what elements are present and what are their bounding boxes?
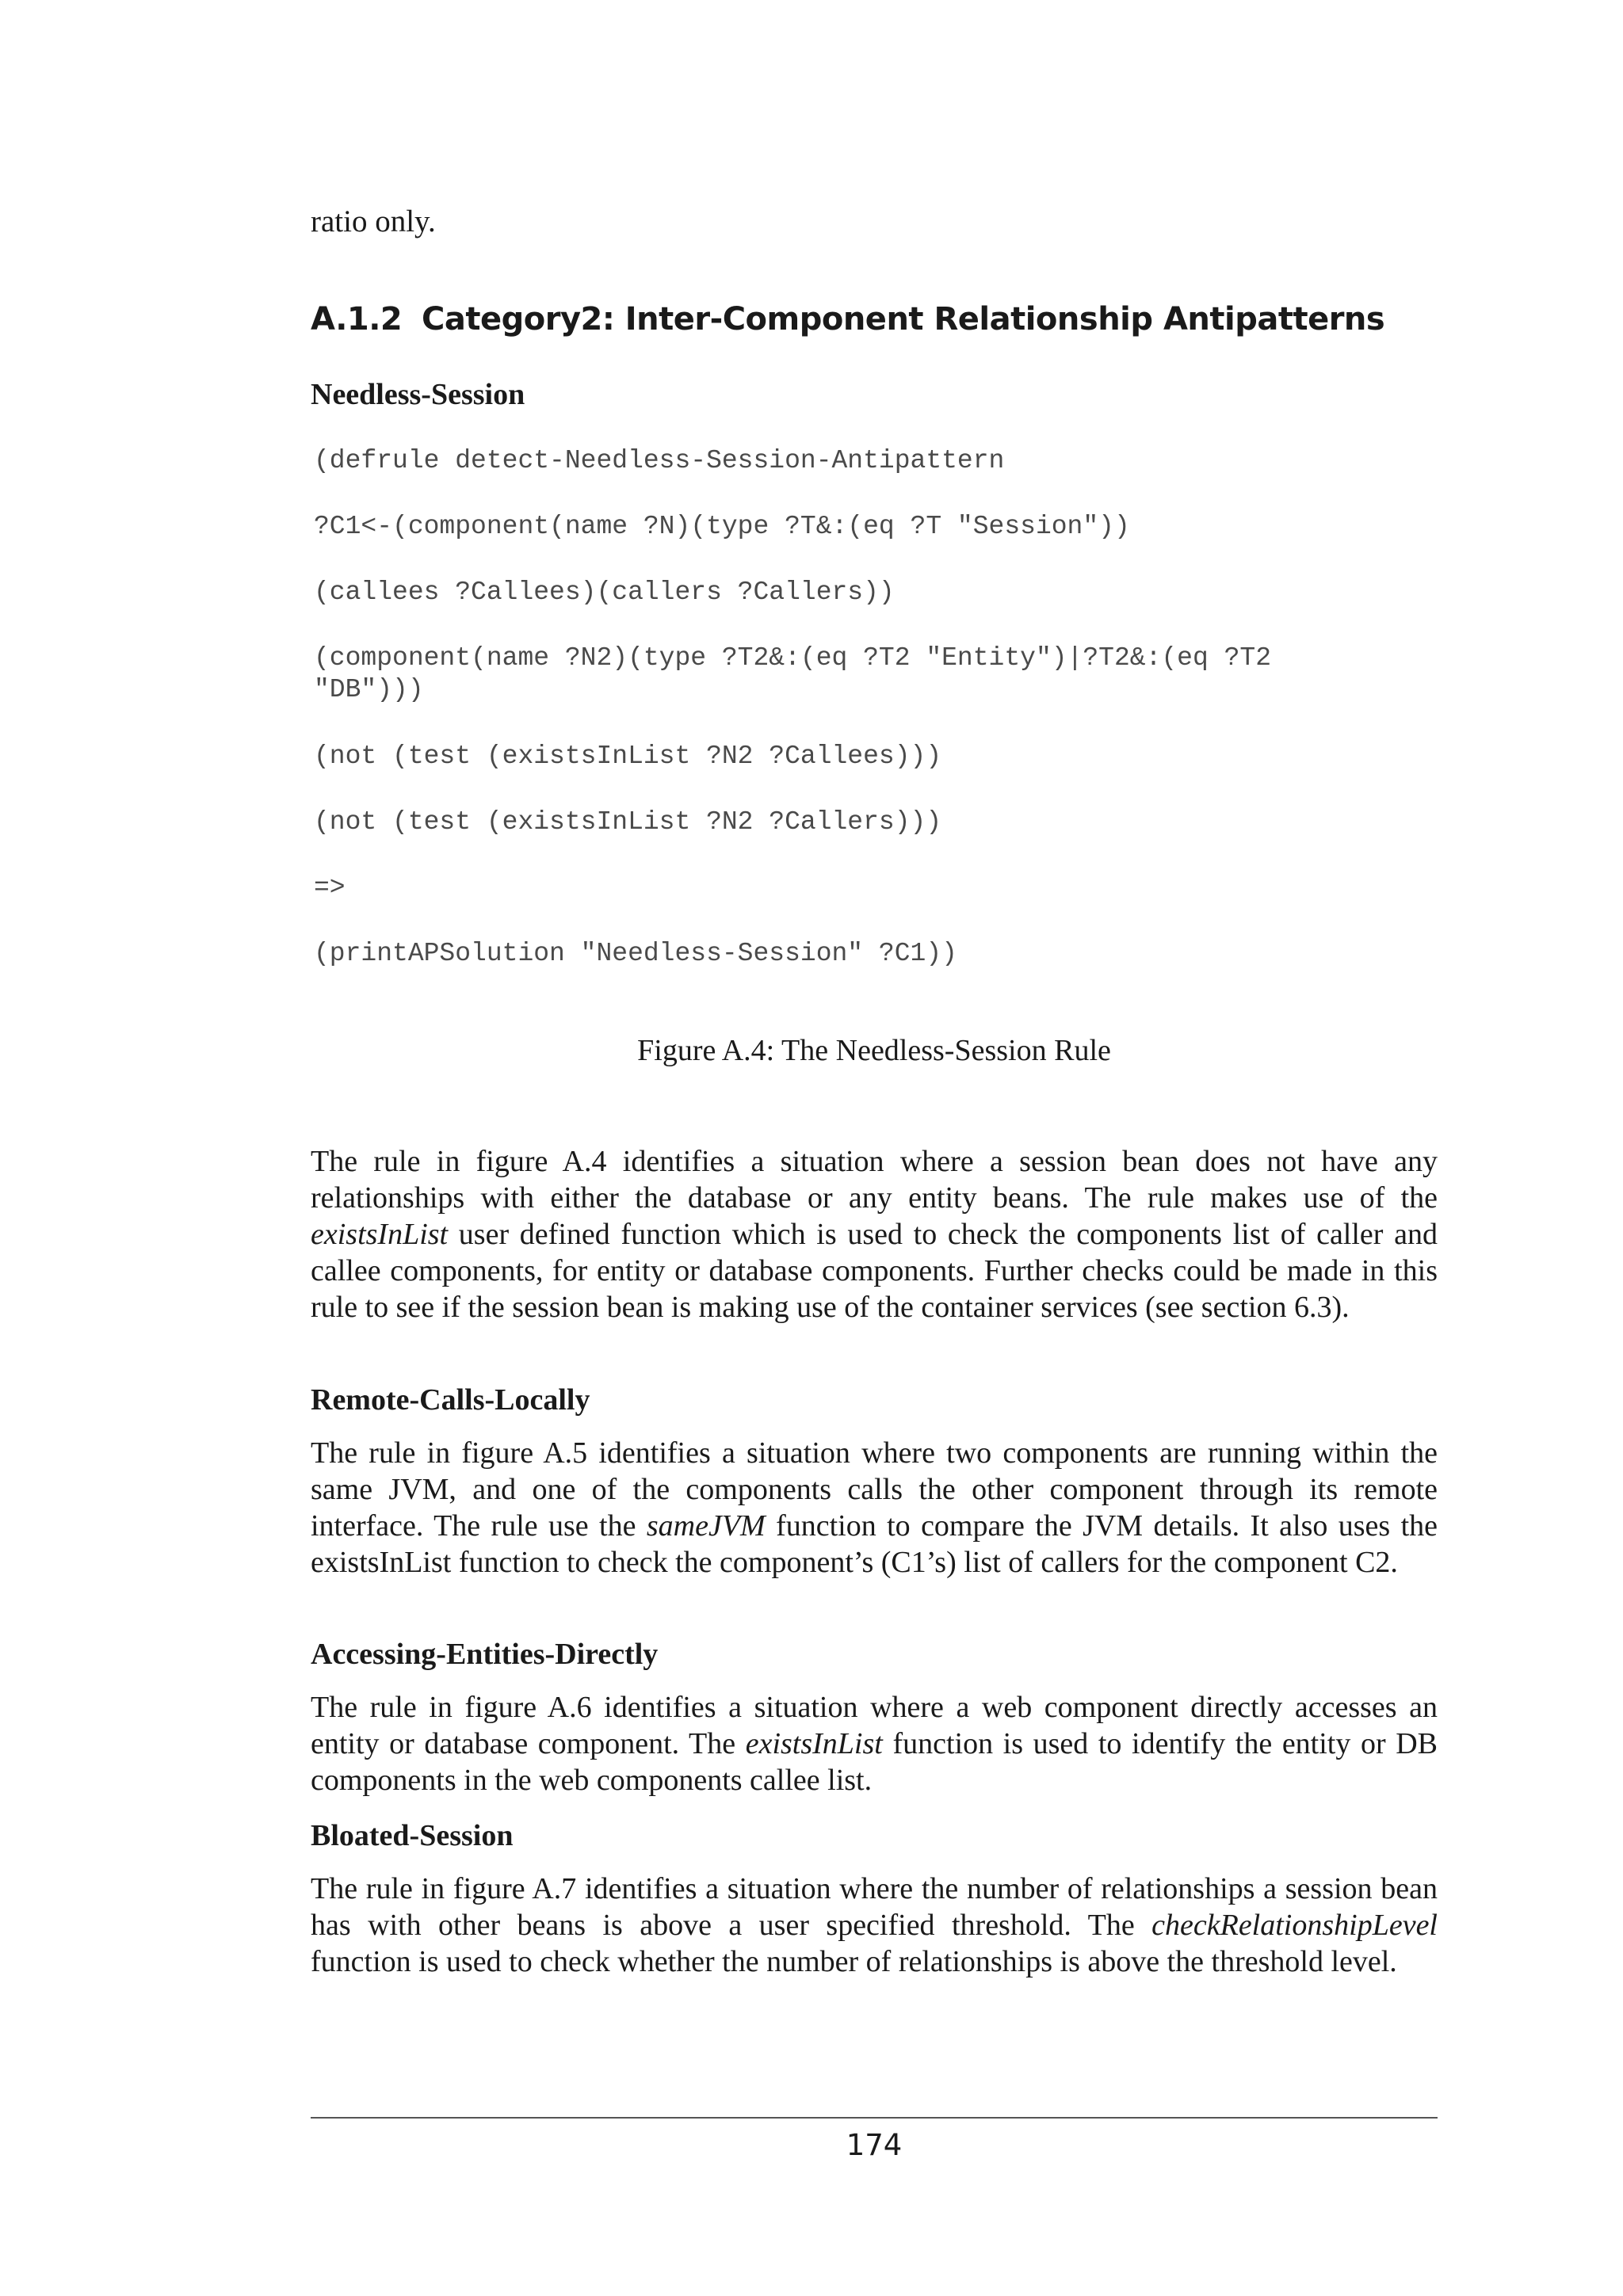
paragraph-remote-calls-locally: The rule in figure A.5 identifies a situation where two components are running within the same JVM, and one of the components calls the other component through its remote interface. The rule use the sameJVM function to compare the JVM details. It also uses the existsInList function to check the component’s (C1’s) list of callers for the component C2. [311, 1436, 1438, 1579]
subheading-accessing-entities-directly: Accessing-Entities-Directly [311, 1638, 659, 1671]
paragraph-bloated-session: The rule in figure A.7 identifies a situation where the number of relationships a session bean has with other beans is above a user specified threshold. The checkRelationshipLevel function is used to check whether the number of relationships is above the threshold level. [311, 1872, 1438, 1978]
section-title: Category2: Inter-Component Relationship Antipatterns [422, 301, 1385, 338]
figure-caption: Figure A.4: The Needless-Session Rule [637, 1034, 1111, 1067]
code-line: (printAPSolution "Needless-Session" ?C1)) [314, 939, 957, 968]
code-line: (not (test (existsInList ?N2 ?Callers))) [314, 807, 942, 837]
subheading-needless-session: Needless-Session [311, 378, 525, 411]
code-line: (not (test (existsInList ?N2 ?Callees))) [314, 742, 942, 771]
subheading-bloated-session: Bloated-Session [311, 1819, 514, 1852]
document-page [311, 0, 1438, 2296]
code-line: (component(name ?N2)(type ?T2&:(eq ?T2 "Entity")|?T2&:(eq ?T2 "DB"))) [314, 643, 1287, 704]
code-line: ?C1<-(component(name ?N)(type ?T&:(eq ?T "Session")) [314, 512, 1130, 541]
code-line: => [314, 873, 346, 902]
continued-text-fragment: ratio only. [311, 204, 436, 238]
subheading-remote-calls-locally: Remote-Calls-Locally [311, 1383, 590, 1417]
paragraph-accessing-entities-directly: The rule in figure A.6 identifies a situation where a web component directly accesses an entity or database component. The existsInList function is used to identify the entity or DB components in the web components callee list. [311, 1691, 1438, 1797]
section-number: A.1.2 [311, 301, 403, 338]
paragraph-needless-session: The rule in figure A.4 identifies a situation where a session bean does not have any relationships with either the database or any entity beans. The rule makes use of the existsInList user defined function which is used to check the components list of caller and callee components, for entity or database components. Further checks could be made in this rule to see if the session bean is making use of the container services (see section 6.3). [311, 1145, 1438, 1324]
footer-divider [311, 2117, 1438, 2119]
page-number: 174 [846, 2128, 903, 2162]
code-line: (defrule detect-Needless-Session-Antipattern [314, 446, 1005, 475]
section-heading [311, 298, 1384, 341]
code-line: (callees ?Callees)(callers ?Callers)) [314, 578, 895, 607]
